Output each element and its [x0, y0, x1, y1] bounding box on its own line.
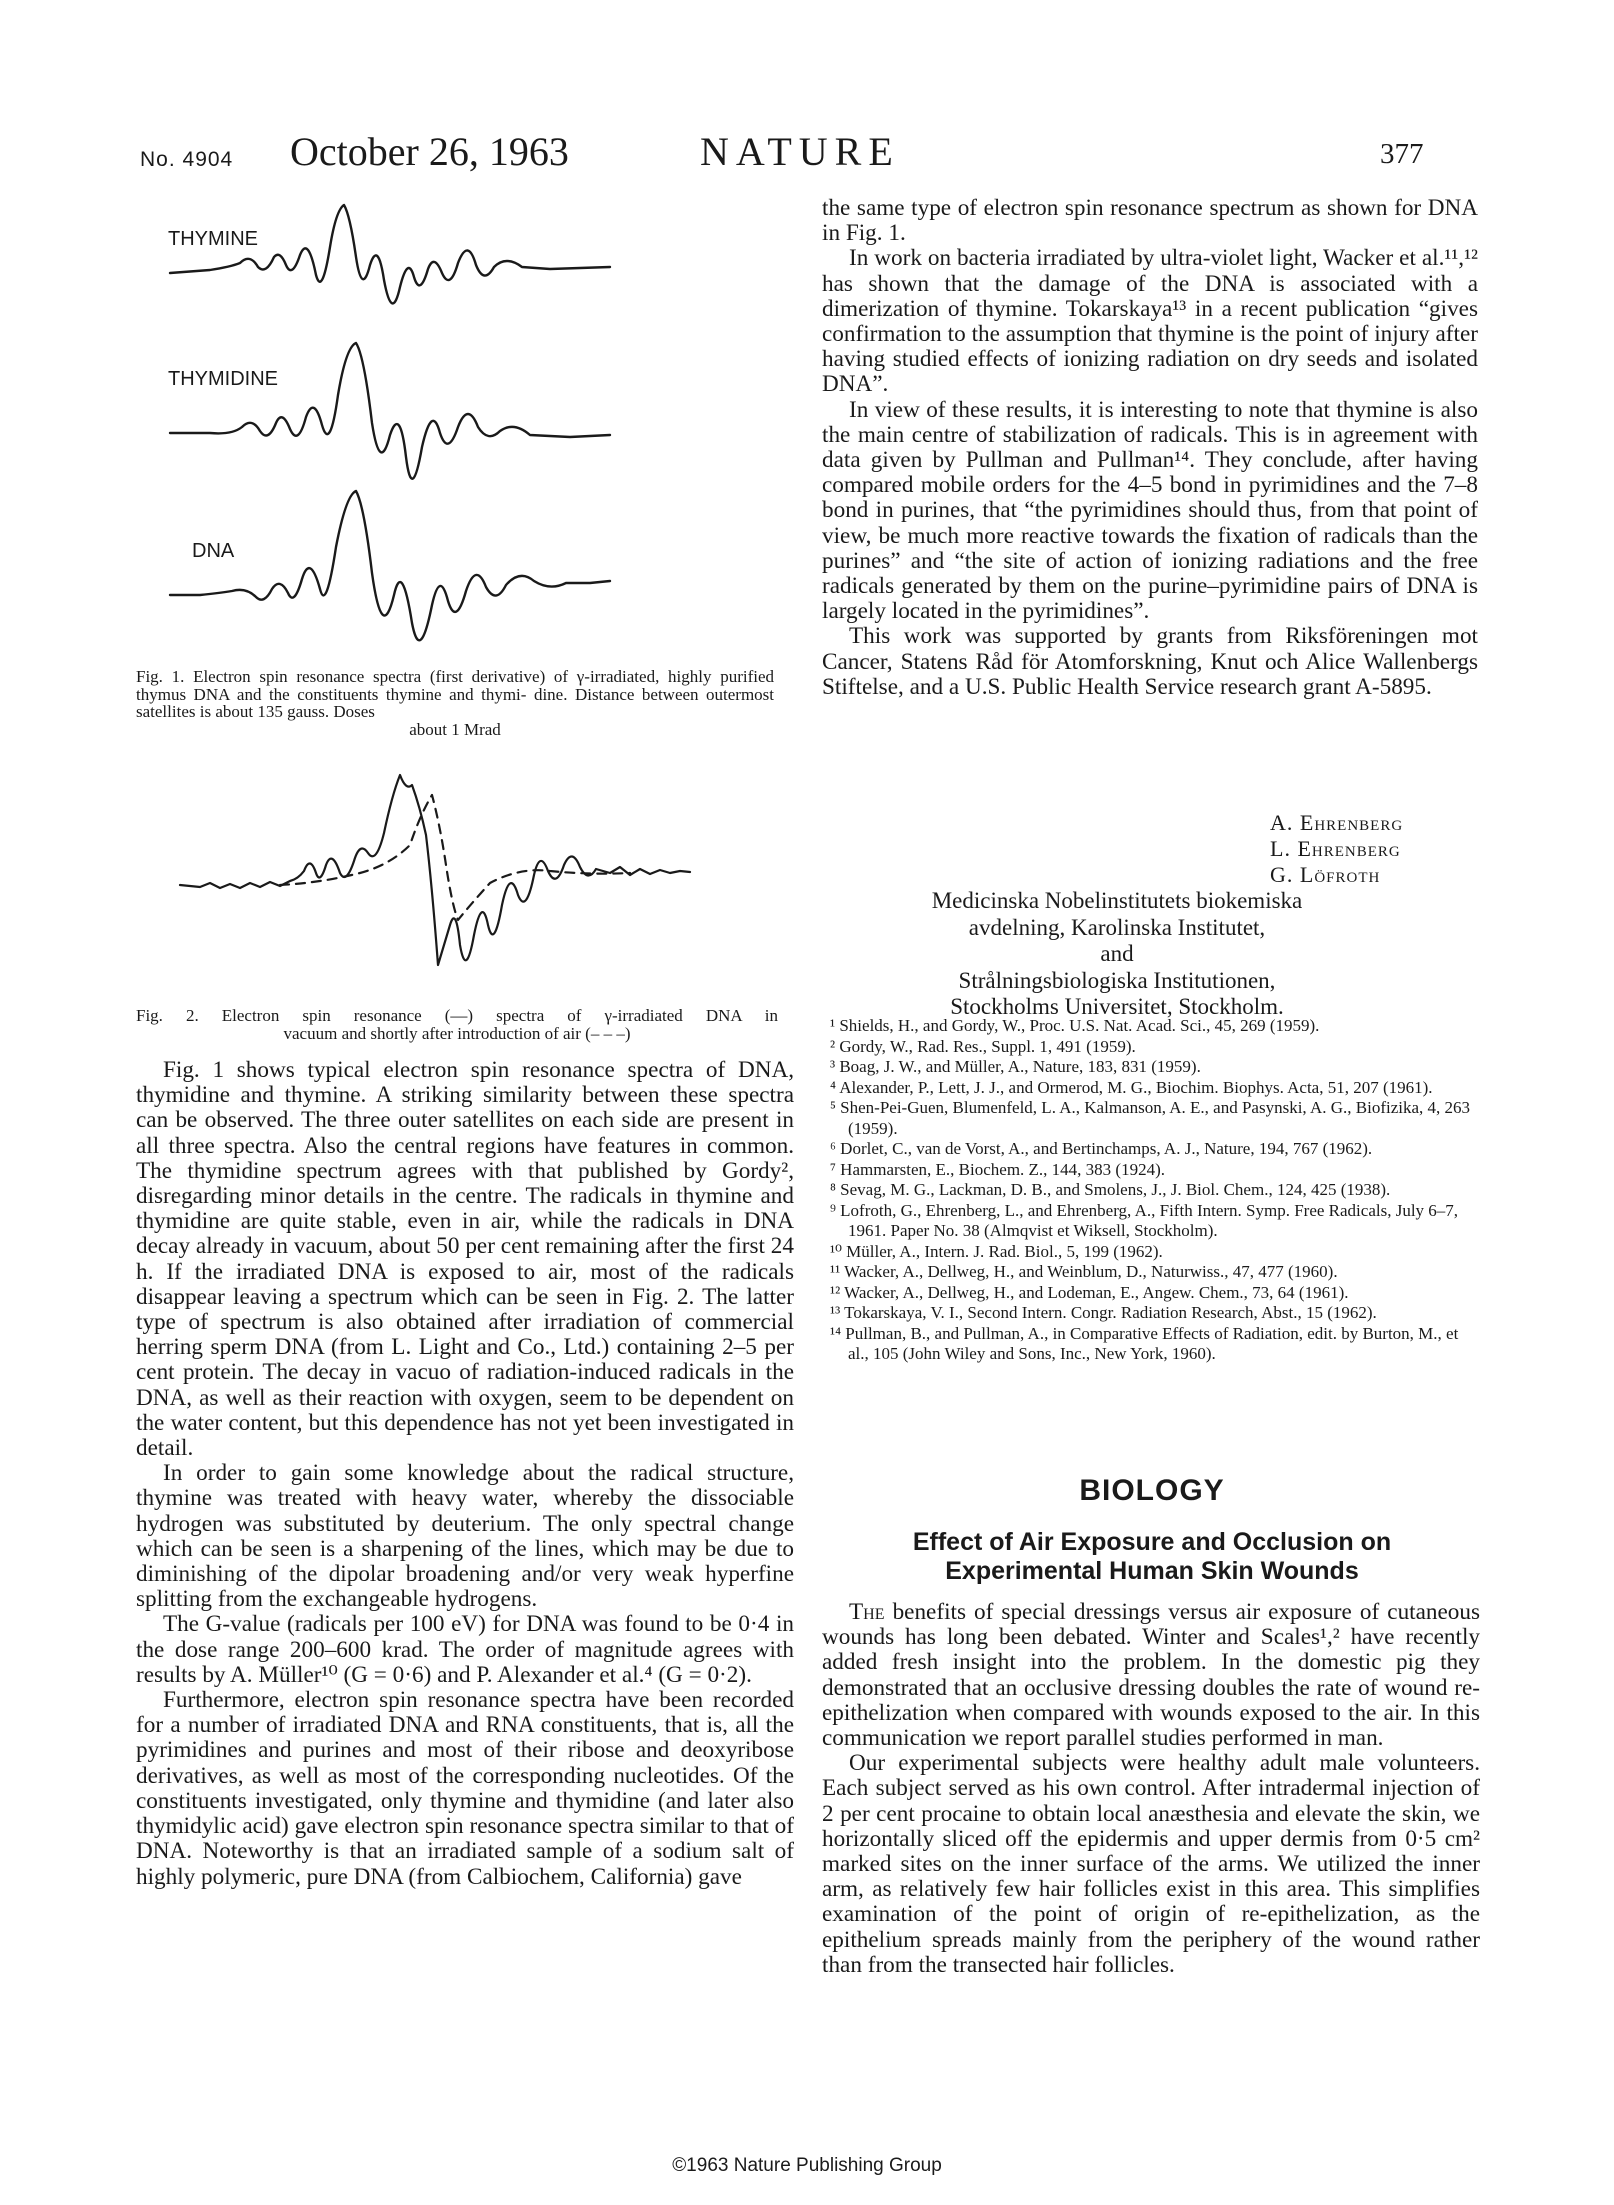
affiliation-line: Stockholms Universitet, Stockholm. — [950, 994, 1284, 1019]
paragraph: Fig. 1 shows typical electron spin resonance spectra of DNA, thymidine and thymine. A striking similarity between these spectra can be observed. The three outer satellites on each side are present in all three spectra. Also the central regions have features in common. The thymidine spectrum agrees with that published by Gordy², disregarding minor details in the centre. The radicals in thymine and thymidine are quite stable, even in air, while the radicals in DNA decay already in vacuum, about 50 per cent remaining after the first 24 h. If the irradiated DNA is exposed to air, most of the radicals disappear leaving a spectrum which can be seen in Fig. 2. The latter type of spectrum is also obtained after irradiation of commercial herring sperm DNA (from L. Light and Co., Ltd.) containing 2–5 per cent protein. The decay in vacuo of radiation-induced radicals in the DNA, as well as their reaction with oxygen, seem to be dependent on the water content, but this dependence has not yet been investigated in detail. — [136, 1057, 794, 1462]
right-column-text — [822, 196, 1478, 700]
reference-item: ¹³ Tokarskaya, V. I., Second Intern. Congr. Radiation Research, Abst., 15 (1962). — [830, 1303, 1377, 1322]
references-list — [822, 1016, 1478, 1365]
continuation-paragraph: the same type of electron spin resonance spectrum as shown for DNA in Fig. 1. — [822, 195, 1478, 247]
figure-2-caption-line: vacuum and shortly after introduction of air (– – –) — [283, 1023, 631, 1043]
biology-article-text — [822, 1600, 1480, 1978]
journal-title: NATURE — [700, 129, 900, 174]
figure-1-esr-spectra — [150, 195, 770, 675]
reference-item: ¹ Shields, H., and Gordy, W., Proc. U.S. Nat. Acad. Sci., 45, 269 (1959). — [830, 1016, 1320, 1035]
air-spectrum-dashed — [280, 795, 630, 920]
section-title: BIOLOGY — [1079, 1474, 1225, 1507]
paragraph: Furthermore, electron spin resonance spectra have been recorded for a number of irradiated DNA and RNA constituents, that is, all the pyrimidines and purines and most of their ribose and deoxyribose derivatives, as well as most of the corresponding nucleotides. Of the constituents investigated, only thymine and thymidine (and later also thymidylic acid) gave electron spin resonance spectra similar to that of DNA. Noteworthy is that an irradiated sample of a sodium salt of highly polymeric, pure DNA (from Calbiochem, California) gave — [136, 1687, 794, 1890]
author-2: L. Ehrenberg — [1270, 836, 1401, 861]
reference-item: ¹² Wacker, A., Dellweg, H., and Lodeman, E., Angew. Chem., 73, 64 (1961). — [830, 1282, 1349, 1302]
figure-2-esr-spectra — [170, 755, 790, 995]
figure-1-label-dna: DNA — [192, 540, 235, 562]
affiliation — [822, 888, 1412, 1021]
paragraph: In order to gain some knowledge about the radical structure, thymine was treated with heavy water, whereby the dissociable hydrogen was substituted by deuterium. The only spectral change which can be seen is a sharpening of the lines, which may be due to diminishing of the dipolar broadening and/or very weak hyperfine splitting from the exchangeable hydrogens. — [136, 1460, 794, 1613]
left-column-text — [136, 1058, 794, 1890]
reference-item: ⁷ Hammarsten, E., Biochem. Z., 144, 383 (1924). — [830, 1159, 1166, 1179]
thymidine-spectrum — [170, 343, 610, 479]
reference-item: ⁴ Alexander, P., Lett, J. J., and Ormerod, M. G., Biochim. Biophys. Acta, 51, 207 (1961). — [830, 1077, 1433, 1097]
author-3: G. Löfroth — [1270, 862, 1381, 887]
figure-1-label-thymine: THYMINE — [168, 228, 258, 250]
figure-2-caption-line: Fig. 2. Electron spin resonance (—) spectra of γ-irradiated DNA in — [136, 1006, 778, 1025]
page-number: 377 — [1380, 138, 1424, 170]
paragraph-text: benefits of special dressings versus air exposure of cutaneous wounds has long been debated. Winter and Scales¹,² have recently added fresh insight into the problem. In the domestic pig they demonstrated that an occlusive dressing doubles the rate of wound re-epithelization when compared with wounds exposed to the air. In this communication we report parallel studies performed in man. — [822, 1599, 1480, 1752]
paragraph: In view of these results, it is interesting to note that thymine is also the main centre of stabilization of radicals. This is in agreement with data given by Pullman and Pullman¹⁴. They conclude, after having compared mobile orders for the 4–5 bond in pyrimidines and the 7–8 bond in purines, that “the pyrimidines should thus, from that point of view, be much more reactive towards the fixation of radicals than the purines” and “the site of action of ionizing radiations and the free radicals generated by them on the purine–pyrimidine pairs of DNA is largely located in the pyrimidines”. — [822, 396, 1478, 625]
figure-1-caption-line: dine. Distance between outermost satellites is about 135 gauss. Doses — [136, 684, 775, 722]
figure-1-caption — [136, 668, 774, 738]
figure-1-caption-line: Fig. 1. Electron spin resonance spectra (first derivative) of γ-irradiated, — [136, 667, 660, 686]
article-title — [822, 1528, 1482, 1586]
affiliation-line: Medicinska Nobelinstitutets biokemiska — [931, 888, 1303, 913]
paragraph: This work was supported by grants from Riksföreningen mot Cancer, Statens Råd för Atomforskning, Knut och Alice Wallenbergs Stiftelse, and a U.S. Public Health Service research grant A-5895. — [822, 623, 1478, 700]
figure-1-caption-line: highly purified thymus DNA and the constituents thymine and thymi- — [136, 667, 775, 704]
issue-number: No. 4904 — [140, 148, 234, 171]
copyright-footer: ©1963 Nature Publishing Group — [672, 2155, 942, 2176]
author-1: A. Ehrenberg — [1270, 810, 1404, 835]
article-title-line: Experimental Human Skin Wounds — [945, 1557, 1359, 1585]
reference-item: ¹¹ Wacker, A., Dellweg, H., and Weinblum, D., Naturwiss., 47, 477 (1960). — [830, 1262, 1338, 1281]
reference-item: ³ Boag, J. W., and Müller, A., Nature, 183, 831 (1959). — [830, 1057, 1201, 1076]
paragraph — [822, 1600, 1480, 1751]
thymine-spectrum — [170, 205, 610, 303]
vacuum-spectrum-solid — [180, 775, 690, 965]
reference-item: ⁹ Lofroth, G., Ehrenberg, L., and Ehrenberg, A., Fifth Intern. Symp. Free Radicals, July 6–7, 1961. Paper No. 38 (Almqvist et Wiksell, Stockholm). — [830, 1200, 1459, 1240]
reference-item: ² Gordy, W., Rad. Res., Suppl. 1, 491 (1959). — [830, 1036, 1136, 1056]
affiliation-line: Strålningsbiologiska Institutionen, — [958, 967, 1276, 993]
affiliation-line: and — [1100, 941, 1134, 966]
reference-item: ¹⁰ Müller, A., Intern. J. Rad. Biol., 5, 199 (1962). — [830, 1241, 1163, 1261]
issue-date: October 26, 1963 — [290, 129, 569, 174]
paragraph: In work on bacteria irradiated by ultra-violet light, Wacker et al.¹¹,¹² has shown that the damage of the DNA is associated with a dimerization of thymine. Tokarskaya¹³ in a recent publication “gives confirmation to the assumption that thymine is the point of injury after having studied effects of ionizing radiation on dry seeds and isolated DNA”. — [822, 245, 1478, 398]
reference-item: ¹⁴ Pullman, B., and Pullman, A., in Comparative Effects of Radiation, edit. by Burton, M., et al., 105 (John Wiley and Sons, Inc., New York, 1960). — [830, 1323, 1459, 1363]
paragraph: Our experimental subjects were healthy adult male volunteers. Each subject served as his own control. After intradermal injection of 2 per cent procaine to obtain local anæsthesia and elevate the skin, we horizontally sliced off the epidermis and upper dermis from 0·5 cm² marked sites on the inner surface of the arms. We utilized the inner arm, as relatively few hair follicles exist in this area. This simplifies examination of the point of origin of re-epithelization, as the epithelium spreads mainly from the periphery of the wound rather than from the transected hair follicles. — [822, 1750, 1480, 1978]
reference-item: ⁵ Shen-Pei-Guen, Blumenfeld, L. A., Kalmanson, A. E., and Pasynski, A. G., Biofizika, 4, 263 (1959). — [830, 1098, 1471, 1138]
lead-word: The — [849, 1599, 885, 1625]
article-title-line: Effect of Air Exposure and Occlusion on — [912, 1528, 1392, 1556]
reference-item: ⁶ Dorlet, C., van de Vorst, A., and Bertinchamps, A. J., Nature, 194, 767 (1962). — [830, 1139, 1373, 1158]
figure-1-label-thymidine: THYMIDINE — [168, 368, 278, 390]
figure-2-caption — [136, 1007, 778, 1042]
figure-1-caption-line: about 1 Mrad — [409, 719, 501, 739]
affiliation-line: avdelning, Karolinska Institutet, — [968, 914, 1266, 940]
dna-spectrum — [170, 491, 610, 640]
paragraph: The G-value (radicals per 100 eV) for DNA was found to be 0·4 in the dose range 200–600 krad. The order of magnitude agrees with results by A. Müller¹⁰ (G = 0·6) and P. Alexander et al.⁴ (G = 0·2). — [136, 1611, 794, 1688]
reference-item: ⁸ Sevag, M. G., Lackman, D. B., and Smolens, J., J. Biol. Chem., 124, 425 (1938). — [830, 1180, 1391, 1199]
